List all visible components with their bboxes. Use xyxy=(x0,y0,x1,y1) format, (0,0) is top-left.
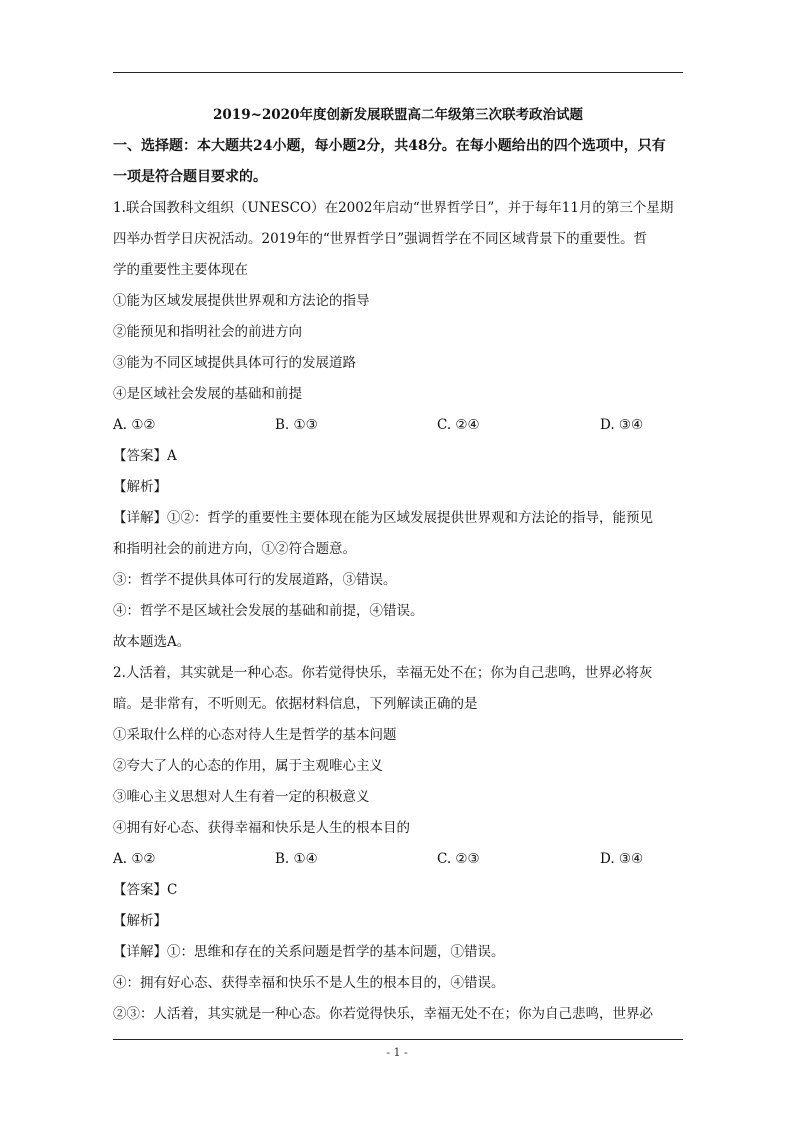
q1-detail-line-3: ③：哲学不提供具体可行的发展道路，③错误。 xyxy=(113,572,397,588)
q1-detail-line-1: 【详解】①②：哲学的重要性主要体现在能为区域发展提供世界观和方法论的指导，能预见 xyxy=(113,510,653,526)
q1-item-4: ④是区域社会发展的基础和前提 xyxy=(113,386,302,402)
q2-options xyxy=(113,844,683,875)
q1-answer: 【答案】A xyxy=(113,448,177,464)
q2-option-b: B. ①④ xyxy=(275,851,318,867)
q2-option-c: C. ②③ xyxy=(437,851,480,867)
q2-analysis-label: 【解析】 xyxy=(113,913,167,929)
q1-item-1: ①能为区域发展提供世界观和方法论的指导 xyxy=(113,293,370,309)
q2-detail-line-3: ②③：人活着，其实就是一种心态。你若觉得快乐，幸福无处不在；你为自己悲鸣，世界必 xyxy=(113,1006,653,1022)
q2-item-4: ④拥有好心态、获得幸福和快乐是人生的根本目的 xyxy=(113,820,410,836)
footer-rule xyxy=(113,1039,683,1040)
q1-stem-line-2: 四举办哲学日庆祝活动。2019年的“世界哲学日”强调哲学在不同区域背景下的重要性。哲 xyxy=(113,231,648,247)
q1-analysis-label: 【解析】 xyxy=(113,479,167,495)
document-body xyxy=(113,99,683,1030)
q2-detail-line-1: 【详解】①：思维和存在的关系问题是哲学的基本问题，①错误。 xyxy=(113,944,505,960)
q1-stem-line-3: 学的重要性主要体现在 xyxy=(113,262,248,278)
section-heading-line-2: 一项是符合题目要求的。 xyxy=(113,169,267,185)
q1-item-2: ②能预见和指明社会的前进方向 xyxy=(113,324,302,340)
q2-option-a: A. ①② xyxy=(113,851,156,867)
header-rule xyxy=(113,72,683,73)
q2-item-2: ②夸大了人的心态的作用，属于主观唯心主义 xyxy=(113,758,383,774)
section-heading-line-1: 一、选择题：本大题共24小题，每小题2分，共48分。在每小题给出的四个选项中，只有 xyxy=(113,138,666,154)
q2-option-d: D. ③④ xyxy=(600,851,644,867)
q1-option-c: C. ②④ xyxy=(437,417,480,433)
q2-stem-line-2: 暗。是非常有，不听则无。依据材料信息，下列解读正确的是 xyxy=(113,696,478,712)
q1-option-d: D. ③④ xyxy=(600,417,644,433)
page-title: 2019~2020年度创新发展联盟高二年级第三次联考政治试题 xyxy=(213,107,583,123)
q1-option-b: B. ①③ xyxy=(275,417,318,433)
q2-answer: 【答案】C xyxy=(113,882,178,898)
q2-stem-line-1: 2.人活着，其实就是一种心态。你若觉得快乐，幸福无处不在；你为自己悲鸣，世界必将灰 xyxy=(113,665,653,681)
q1-stem-line-1: 1.联合国教科文组织（UNESCO）在2002年启动“世界哲学日”，并于每年11月的第三个星期 xyxy=(113,200,674,216)
page-number: - 1 - xyxy=(386,1046,408,1059)
q1-item-3: ③能为不同区域提供具体可行的发展道路 xyxy=(113,355,356,371)
q1-detail-line-5: 故本题选A。 xyxy=(113,634,191,650)
q1-options xyxy=(113,410,683,441)
q2-item-1: ①采取什么样的心态对待人生是哲学的基本问题 xyxy=(113,727,397,743)
q1-option-a: A. ①② xyxy=(113,417,156,433)
q1-detail-line-4: ④：哲学不是区域社会发展的基础和前提，④错误。 xyxy=(113,603,424,619)
q1-detail-line-2: 和指明社会的前进方向，①②符合题意。 xyxy=(113,541,356,557)
q2-detail-line-2: ④：拥有好心态、获得幸福和快乐不是人生的根本目的，④错误。 xyxy=(113,975,505,991)
q2-item-3: ③唯心主义思想对人生有着一定的积极意义 xyxy=(113,789,370,805)
